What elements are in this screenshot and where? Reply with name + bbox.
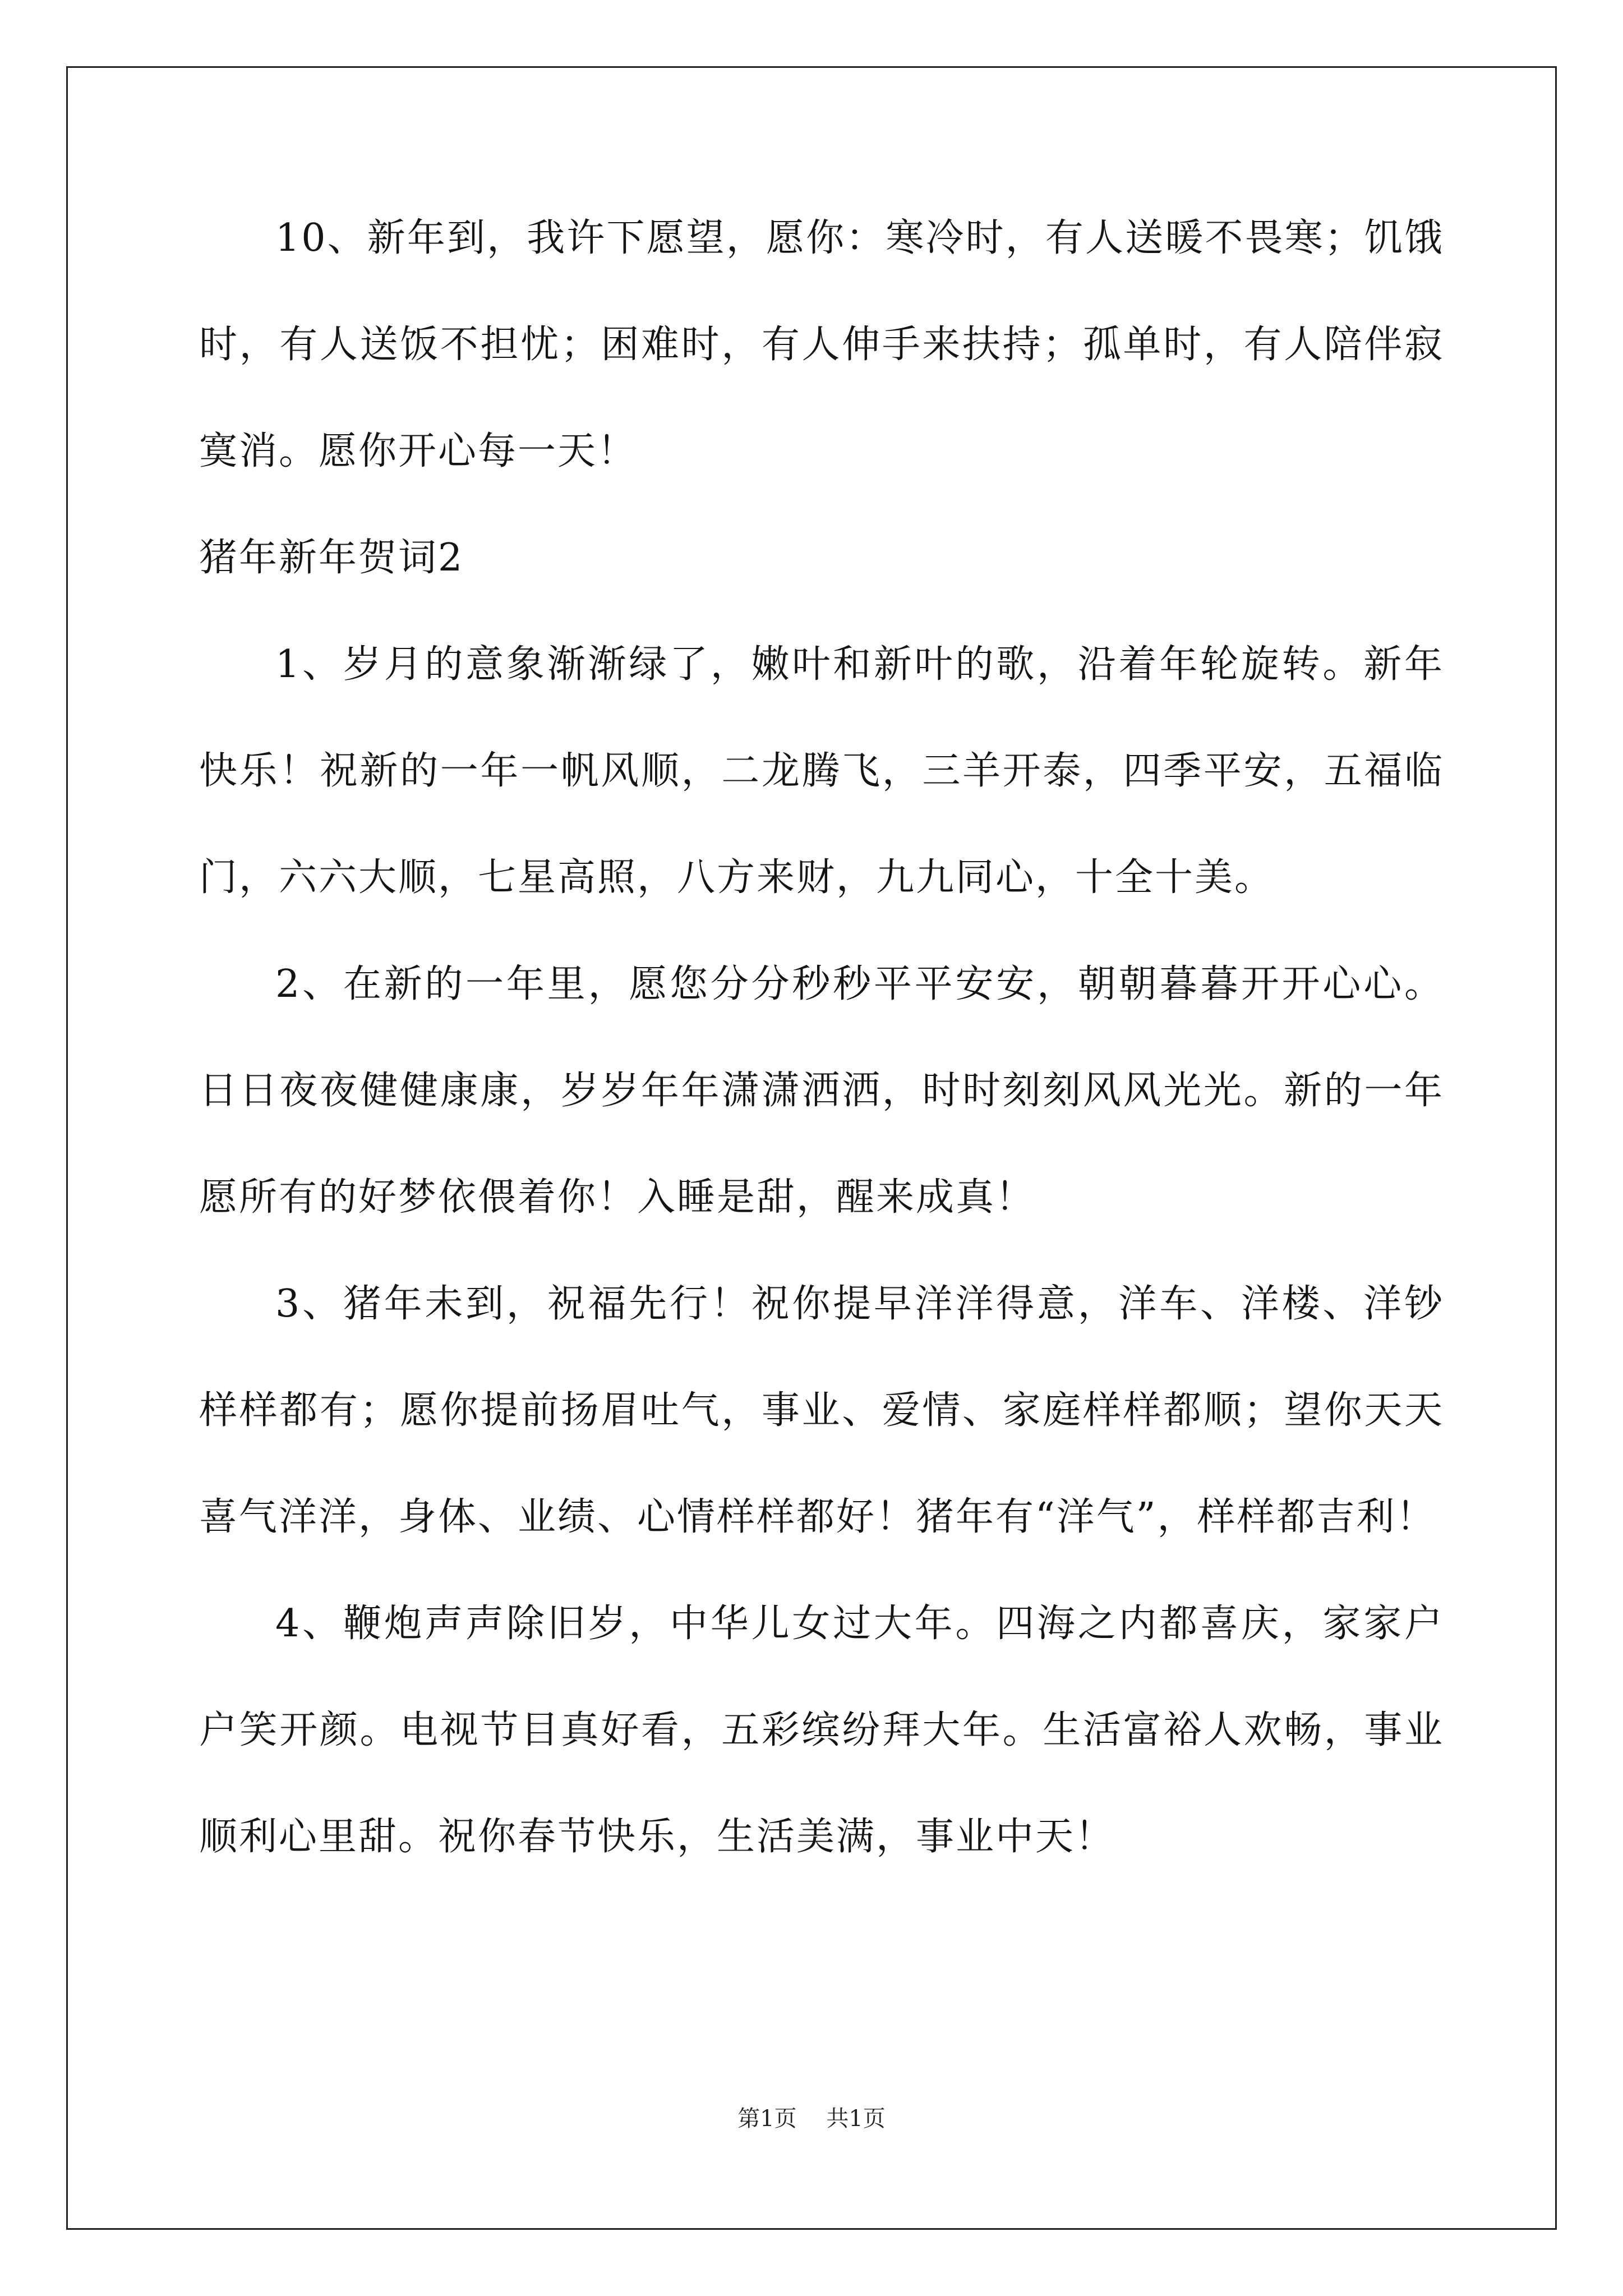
paragraph-1: 1、岁月的意象渐渐绿了，嫩叶和新叶的歌，沿着年轮旋转。新年快乐！祝新的一年一帆风顺，二龙腾飞，三羊开泰，四季平安，五福临门，六六大顺，七星高照，八方来财，九九同心，十全十美。 xyxy=(199,642,1444,900)
section-heading: 猪年新年贺词2 xyxy=(199,536,464,580)
document-body xyxy=(199,185,1444,1890)
page-number: 第1页 xyxy=(737,2106,797,2132)
page-footer xyxy=(0,2101,1623,2133)
page-total: 共1页 xyxy=(826,2106,886,2132)
paragraph-4: 4、鞭炮声声除旧岁，中华儿女过大年。四海之内都喜庆，家家户户笑开颜。电视节目真好看，五彩缤纷拜大年。生活富裕人欢畅，事业顺利心里甜。祝你春节快乐，生活美满，事业中天！ xyxy=(199,1602,1444,1859)
paragraph-3: 3、猪年未到，祝福先行！祝你提早洋洋得意，洋车、洋楼、洋钞样样都有；愿你提前扬眉吐气，事业、爱情、家庭样样都顺；望你天天喜气洋洋，身体、业绩、心情样样都好！猪年有“洋气”，样样都吉利！ xyxy=(199,1282,1444,1539)
paragraph-10: 10、新年到，我许下愿望，愿你：寒冷时，有人送暖不畏寒；饥饿时，有人送饭不担忧；困难时，有人伸手来扶持；孤单时，有人陪伴寂寞消。愿你开心每一天！ xyxy=(199,216,1444,473)
paragraph-2: 2、在新的一年里，愿您分分秒秒平平安安，朝朝暮暮开开心心。日日夜夜健健康康，岁岁年年潇潇洒洒，时时刻刻风风光光。新的一年愿所有的好梦依偎着你！入睡是甜，醒来成真！ xyxy=(199,962,1444,1220)
